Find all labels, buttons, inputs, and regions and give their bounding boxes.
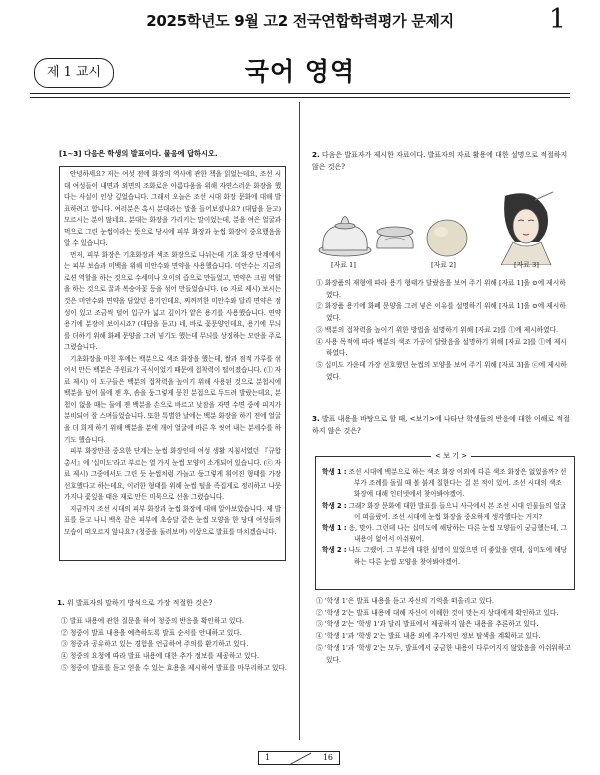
answer-option[interactable]: ③ 백분의 접착력을 높이기 위한 방법을 설명하기 위해 [자료 2]를 ⓛ에 제시하였다. [316, 325, 559, 334]
dialogue-text: 나도 그랬어. 그 부분에 대한 설명이 있었으면 더 좋았을 텐데, 십미도에 해당하는 다른 눈썹 모양을 찾아봐야겠어. [348, 546, 568, 566]
question-3-options [312, 596, 572, 666]
answer-option[interactable]: ⑤ 청중이 발표를 듣고 얻을 수 있는 효용을 제시하여 발표를 마무리하고 있다. [61, 663, 287, 672]
passage-paragraph: 지금까지 조선 시대의 피부 화장과 눈썹 화장에 대해 알아보았습니다. 제 발표를 듣고 나니 백옥 같은 피부에 초승달 같은 눈썹 모양을 한 당대 여성들의 모습이 떠오르지 않나요? (청중을 둘러보며) 이상으로 발표를 마치겠습니다. [64, 504, 281, 536]
header-rule [30, 93, 570, 98]
question-text: 발표 내용을 바탕으로 할 때, <보기>에 나타난 학생들의 반응에 대한 이해로 적절하지 않은 것은? [312, 415, 570, 435]
cosmetic-jar-image [319, 217, 413, 257]
answer-option[interactable]: ② 화장품 용기에 화폐 문양을 그려 넣은 이유를 설명하기 위해 [자료 1]을 ⊙에 제시하였다. [316, 302, 566, 323]
passage-box [59, 166, 286, 561]
powder-puff-image [427, 220, 467, 256]
question-number: 3. [312, 414, 320, 423]
subject-title: 국어 영역 [244, 57, 356, 86]
session-label: 제 1 교시 [34, 58, 114, 88]
figure-materials [315, 190, 565, 265]
portrait-image [501, 192, 553, 265]
current-page: 1 [265, 753, 271, 762]
total-pages: 16 [322, 753, 333, 762]
dialogue-text: 그래? 화장 문화에 대한 발표를 들으니 사극에서 본 조선 시대 인물들의 얼굴이 떠올랐어. 조선 시대에 눈썹 화장을 중요하게 생각했다는 거지? [348, 501, 567, 521]
answer-option[interactable]: ④ 청중의 요청에 따라 발표 내용에 대한 추가 정보를 제공하고 있다. [61, 652, 260, 661]
figure-caption: [자료 2] [431, 261, 456, 269]
question-text: 다음은 발표자가 제시한 자료이다. 발표자의 자료 활용에 대한 설명으로 적절하지 않은 것은? [312, 151, 568, 171]
answer-option[interactable]: ④ 사용 목적에 따라 백분의 색조 가공이 달랐음을 설명하기 위해 [자료 2]를 ⓛ에 제시하였다. [316, 337, 567, 358]
answer-option[interactable]: ⑤ 십미도 가운데 가장 선호했던 눈썹의 모양을 보여 주기 위해 [자료 3]을 ⓒ에 제시하였다. [316, 360, 567, 381]
speaker-label: 학생 2 : [322, 501, 347, 510]
speaker-label: 학생 2 : [322, 546, 347, 555]
answer-option[interactable]: ② '학생 2'는 발표 내용에 대해 자신이 이해한 것이 맞는지 상대에게 확인하고 있다. [316, 608, 559, 617]
answer-option[interactable]: ④ '학생 1'과 '학생 2'는 발표 내용 외에 추가적인 정보 탐색을 계획하고 있다. [316, 632, 541, 641]
passage-paragraph: 기초화장을 마친 후에는 백분으로 색조 화장을 했는데, 쌀과 점적 가루를 섞어서 만든 백분은 주원료가 곡식이었기 때문에 접착력이 떨어졌습니다. (ⓛ 자료 제시) 이 도구들은 백분의 접착력을 높이기 위해 사용된 것으로 분첩시에 백분을 덮어 물에 젠 후, 솜을 둥그렇게 뭉친 분접으로 두드려 발랐는데요, 분첩이 없을 때는 둘에 젠 백분을 손으로 바르고 낮잠을 자면 수면 중에 피지가 분비되어 잘 스며들었습니다. 또한 특별한 날에는 백분 화장을 하기 전에 얼굴을 더 희게 하기 위해 백분을 분에 개어 얼굴에 바른 후 씻어 내는 분세수를 하기도 했습니다. [64, 354, 282, 444]
speaker-label: 학생 1 : [322, 524, 347, 533]
dialogue-line [322, 501, 568, 523]
answer-option[interactable]: ① '학생 1'은 발표 내용을 듣고 자신의 기억을 떠올리고 있다. [316, 597, 494, 605]
question-1 [57, 597, 289, 674]
question-number: 1. [57, 598, 65, 607]
page-number: 1 [548, 4, 566, 35]
exam-title: 2025학년도 9월 고2 전국연합학력평가 문제지 [146, 12, 454, 30]
passage-paragraph: 피부 화장만큼 중요한 단계는 눈썹 화장인데 여성 생활 지침서였던 『규합총서』에 '십미도'라고 부르는 열 가지 눈썹 모양이 소개되어 있습니다. (ⓒ 자료 제시) 그중에서도 그린 듯 눈썹처럼 가늘고 둥그렇게 휘어진 형태를 가장 선호했다고 하는데요, 이러한 형태를 위해 눈썹 털을 족집게로 정리하고 나뭇가지나 꽃잎을 태운 재로 만든 미묵으로 선을 그렸습니다. [64, 447, 281, 502]
figure-caption: [자료 1] [331, 261, 356, 269]
dialogue-line [322, 545, 568, 567]
answer-option[interactable]: ② 청중이 발표 내용을 예측하도록 발표 순서를 안내하고 있다. [61, 628, 242, 637]
dialogue-line [322, 467, 568, 501]
column-divider [299, 102, 300, 740]
question-3 [312, 413, 572, 438]
page-indicator [258, 751, 340, 765]
answer-option[interactable]: ③ 청중과 공유하고 있는 경험을 언급하여 주의를 환기하고 있다. [61, 640, 249, 649]
dialogue-text: 조선 시대에 백분으로 하는 색조 화장 이외에 다른 색조 화장은 없었을까? 선부가 조례를 돌릴 때 볼 붉게 칠한다는 걸 본 적이 있어. 조선 시대의 색조 화장에 대해 인터넷에서 찾아봐야겠어. [348, 468, 567, 499]
answer-option[interactable]: ⑤ '학생 1'과 '학생 2'는 모두, 발표에서 궁금한 내용이 다루어지지 않았음을 아쉬워하고 있다. [316, 643, 571, 664]
question-text: 위 발표자의 말하기 방식으로 가장 적절한 것은? [66, 599, 213, 607]
passage-paragraph: 먼저, 피부 화장은 기초화장과 색조 화장으로 나뉘는데 기초 화장 단계에서는 피부 보습과 미백을 위해 미안수와 면약을 사용했습니다. 미안수는 지금의 로션 역할을 하는 것으로 수세미나 오이의 즙으로 만들었고, 면약은 크림 역할을 하는 것으로 꿀과 복숭아꽃 등을 섞어 만들었습니다. (⊙ 자료 제시) 보시는 것은 미안수와 면약을 담았던 용기인데요, 찌꺼끼한 미안수와 달리 면약은 점성이 있고 조금씩 덜어 입구가 넓고 깊이가 얕은 용기를 사용했습니다. 연약 용기에 분장이 보이시죠? (대답을 듣고) 네, 바로 꽃문양인데요, 용기에 무늬를 더하기 위해 화폐 문양을 그려 넣기도 했는데 무늬를 상징하는 모란을 주로 그렸습니다. [64, 250, 281, 352]
answer-option[interactable]: ① 발표 내용에 관한 질문을 하여 청중의 반응을 확인하고 있다. [61, 616, 244, 625]
question-2 [312, 149, 572, 174]
speaker-label: 학생 1 : [322, 468, 347, 476]
page-header [0, 6, 600, 46]
passage-paragraph: 안녕하세요? 저는 여섯 전에 화장의 역사에 관한 책을 읽었는데요, 조선 시대 여성들이 내면과 외면의 조화로운 아름다움을 위해 자연스러운 화장을 했다는 사실이 인상 깊었습니다. 그래서 오늘은 조선 시대 화장 문화에 대해 발표하려고 합니다. 여러분은 혹시 분대라는 말을 들어보셨나요? (대답을 듣고) 모르시는 분이 많네요. 분대는 화장을 가리키는 말이었는데, 분을 여은 얼굴과 먹으로 그린 눈썹이라는 뜻으로 당시에 피부 화장과 눈썹 화장이 중요했음을 알 수 있습니다. [64, 170, 281, 248]
dialogue-line [322, 523, 568, 545]
dialogue-text: 응, 맞아. 그런데 나는 십미도에 해당하는 다른 눈썹 모양들이 궁금했는데, 그 내용이 없어서 아쉬웠어. [348, 524, 568, 544]
question-set-title: [1∼3] 다음은 학생의 발표이다. 물음에 답하시오. [59, 149, 218, 158]
bogi-title: < 보 기 > [431, 451, 471, 462]
question-2-options [312, 278, 572, 383]
answer-option[interactable]: ③ '학생 2'는 '학생 1'과 달리 발표에서 제공하지 않은 내용을 추론하고 있다. [316, 620, 539, 629]
figure-caption: [자료 3] [514, 261, 539, 269]
bogi-box [315, 452, 575, 590]
answer-option[interactable]: ① 화장품의 재형에 따라 용기 형태가 달랐음을 보여 주기 위해 [자료 1]을 ⊙에 제시하였다. [316, 279, 566, 299]
question-number: 2. [312, 150, 320, 159]
